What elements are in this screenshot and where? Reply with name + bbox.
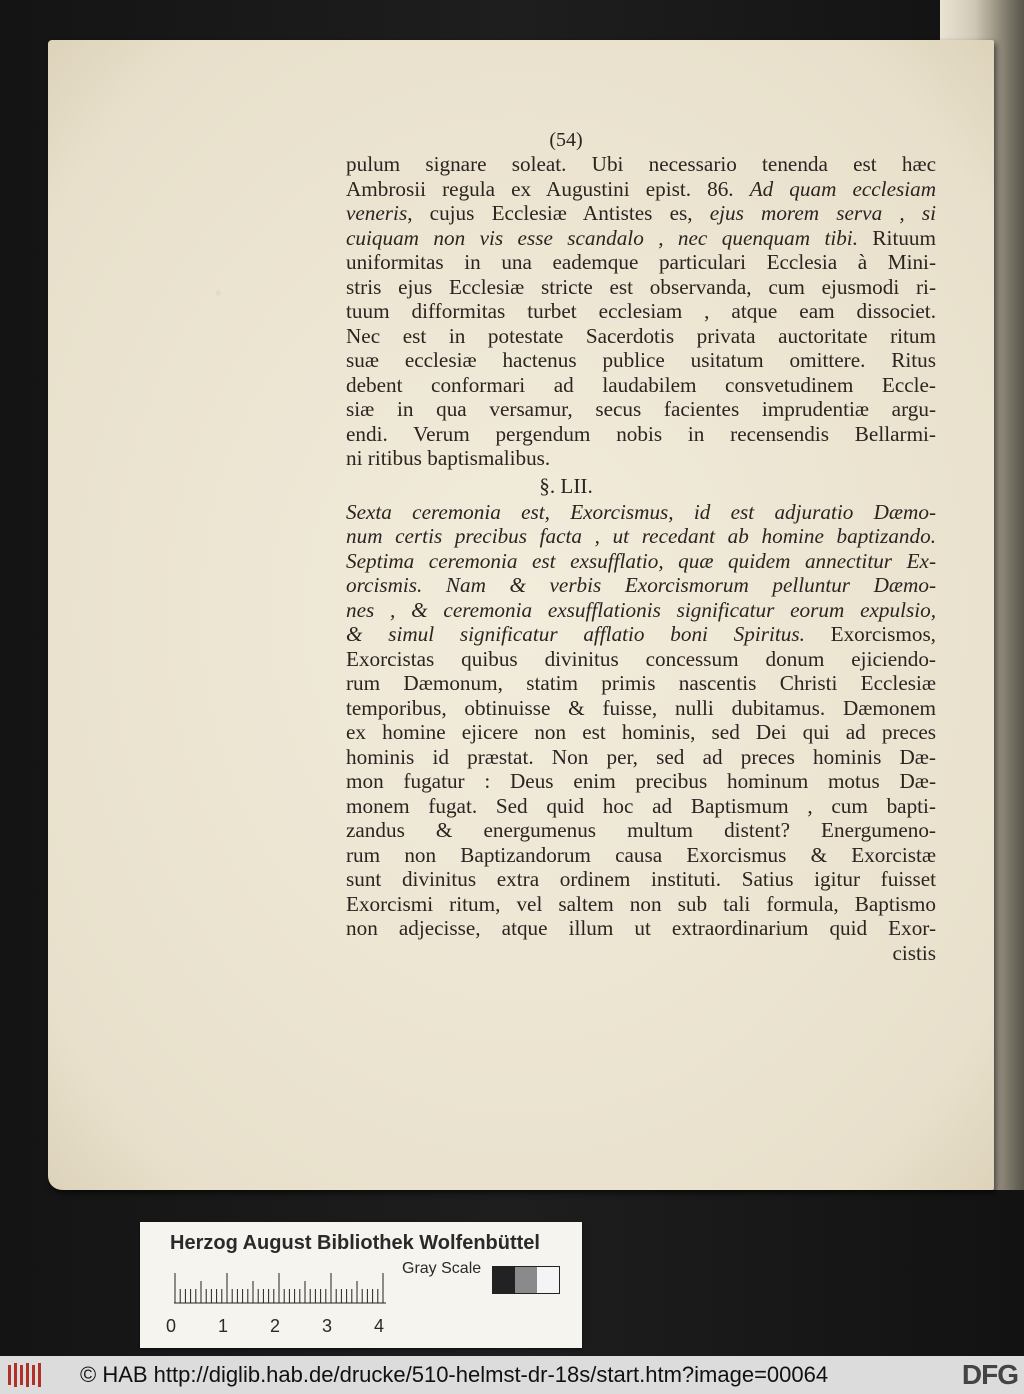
roman-text: Nec est in potestate Sacerdotis privata auctoritate ritum (346, 323, 936, 348)
text-line (346, 299, 936, 324)
roman-text: sunt divinitus extra ordinem instituti. Satius igitur fuisset (346, 867, 936, 891)
roman-text: debent conformari ad laudabilem consvetudinem Eccle- (346, 372, 936, 397)
roman-text: uniformitas in una eademque particulari Ecclesia à Mini- (346, 250, 936, 274)
italic-text: cuiquam non vis esse scandalo , nec quenquam tibi. (346, 225, 858, 250)
dfg-logo: DFG (961, 1359, 1018, 1390)
gray-swatch (493, 1267, 515, 1293)
text-line (346, 892, 936, 917)
italic-text: num certis precibus facta , ut recedant ab homine baptizando. (346, 524, 936, 548)
roman-text: Rituum (858, 225, 936, 250)
ruler-number: 1 (218, 1316, 229, 1336)
roman-text: zandus & energumenus multum distent? Energumeno- (346, 818, 936, 842)
text-line (346, 696, 936, 721)
text-line (346, 348, 936, 373)
text-line (346, 598, 936, 623)
italic-text: orcismis. Nam & verbis Exorcismorum pelluntur Dæmo- (346, 573, 936, 597)
roman-text: Exorcismi ritum, vel saltem non sub tali formula, Baptismo (346, 891, 936, 916)
roman-text: pulum signare soleat. Ubi necessario tenenda est hæc (346, 152, 936, 176)
text-line (346, 152, 936, 177)
text-line (346, 226, 936, 251)
ruler-number: 2 (270, 1316, 281, 1336)
roman-text: Exorcistas quibus divinitus concessum donum ejiciendo- (346, 646, 936, 671)
text-line (346, 324, 936, 349)
text-line (346, 500, 936, 525)
ruler-number: 4 (374, 1316, 385, 1336)
text-line (346, 250, 936, 275)
italic-text: ejus morem serva , si (709, 201, 936, 225)
roman-text: rum Dæmonum, statim primis nascentis Christi Ecclesiæ (346, 671, 936, 695)
italic-text: Septima ceremonia est exsufflatio, quæ quidem annectitur Ex- (346, 548, 936, 573)
text-line (346, 524, 936, 549)
roman-text: stris ejus Ecclesiæ stricte est observanda, cum ejusmodi ri- (346, 274, 936, 299)
footer-bar (0, 1356, 1024, 1394)
text-line (346, 720, 936, 745)
text-line (346, 177, 936, 202)
text-line (346, 671, 936, 696)
roman-text: mon fugatur : Deus enim precibus hominum motus Dæ- (346, 769, 936, 793)
paragraph-before-heading (346, 152, 936, 471)
ruler-number: 0 (166, 1316, 177, 1336)
roman-text: suæ ecclesiæ hactenus publice usitatum omittere. Ritus (346, 348, 936, 372)
gray-swatch (537, 1267, 559, 1293)
text-line (346, 843, 936, 868)
text-line (346, 622, 936, 647)
gray-scale-label: Gray Scale (402, 1260, 482, 1277)
paragraph-after-heading (346, 500, 936, 966)
text-line (346, 818, 936, 843)
italic-text: & simul significatur afflatio boni Spiritus. (346, 622, 805, 646)
text-line (346, 794, 936, 819)
roman-text: endi. Verum pergendum nobis in recensendis Bellarmi- (346, 421, 936, 446)
text-line (346, 573, 936, 598)
library-title: Herzog August Bibliothek Wolfenbüttel (170, 1232, 540, 1254)
text-line (346, 549, 936, 574)
ruler-scale (174, 1270, 386, 1304)
roman-text: hominis id præstat. Non per, sed ad preces hominis Dæ- (346, 744, 936, 769)
page-text-block (346, 130, 936, 965)
text-line (346, 373, 936, 398)
roman-text: siæ in qua versamur, secus facientes imprudentiæ argu- (346, 397, 936, 421)
italic-text: Ad quam ecclesiam (749, 176, 936, 201)
text-line (346, 941, 936, 966)
roman-text: non adjecisse, atque illum ut extraordinarium quid Exor- (346, 916, 936, 940)
italic-text: veneris (346, 201, 408, 225)
text-line (346, 446, 936, 471)
text-line (346, 397, 936, 422)
roman-text: monem fugat. Sed quid hoc ad Baptismum , cum bapti- (346, 793, 936, 818)
italic-text: nes , & ceremonia exsufflationis significatur eorum expulsio, (346, 597, 936, 622)
page-number: (54) (549, 129, 583, 151)
roman-text: tuum difformitas turbet ecclesiam , atque eam dissociet. (346, 299, 936, 323)
text-line (346, 916, 936, 941)
roman-text: temporibus, obtinuisse & fuisse, nulli dubitamus. Dæmonem (346, 695, 936, 720)
text-line (346, 867, 936, 892)
italic-text: Sexta ceremonia est, Exorcismus, id est adjuratio Dæmo- (346, 499, 936, 524)
text-line (346, 422, 936, 447)
roman-text: , cujus Ecclesiæ Antistes es, (407, 201, 710, 225)
hab-logo-icon (6, 1361, 46, 1389)
text-line (346, 769, 936, 794)
gray-scale-swatches (492, 1266, 560, 1294)
roman-text: Exorcismos, (804, 622, 936, 646)
text-line (346, 745, 936, 770)
copyright-link[interactable]: © HAB http://diglib.hab.de/drucke/510-helmst-dr-18s/start.htm?image=00064 (80, 1362, 829, 1387)
section-heading: §. LII. (539, 473, 593, 498)
roman-text: ex homine ejicere non est hominis, sed Dei qui ad preces (346, 720, 936, 744)
library-color-chart (140, 1222, 582, 1348)
roman-text: Ambrosii regula ex Augustini epist. 86. (346, 176, 750, 201)
roman-text: ni ritibus baptismalibus. (346, 446, 551, 470)
roman-text: cistis (892, 940, 936, 965)
text-line (346, 201, 936, 226)
ruler-number: 3 (322, 1316, 333, 1336)
text-line (346, 647, 936, 672)
text-line (346, 275, 936, 300)
roman-text: rum non Baptizandorum causa Exorcismus & Exorcistæ (346, 842, 936, 867)
ruler-numbers (166, 1316, 406, 1340)
gray-swatch (515, 1267, 537, 1293)
